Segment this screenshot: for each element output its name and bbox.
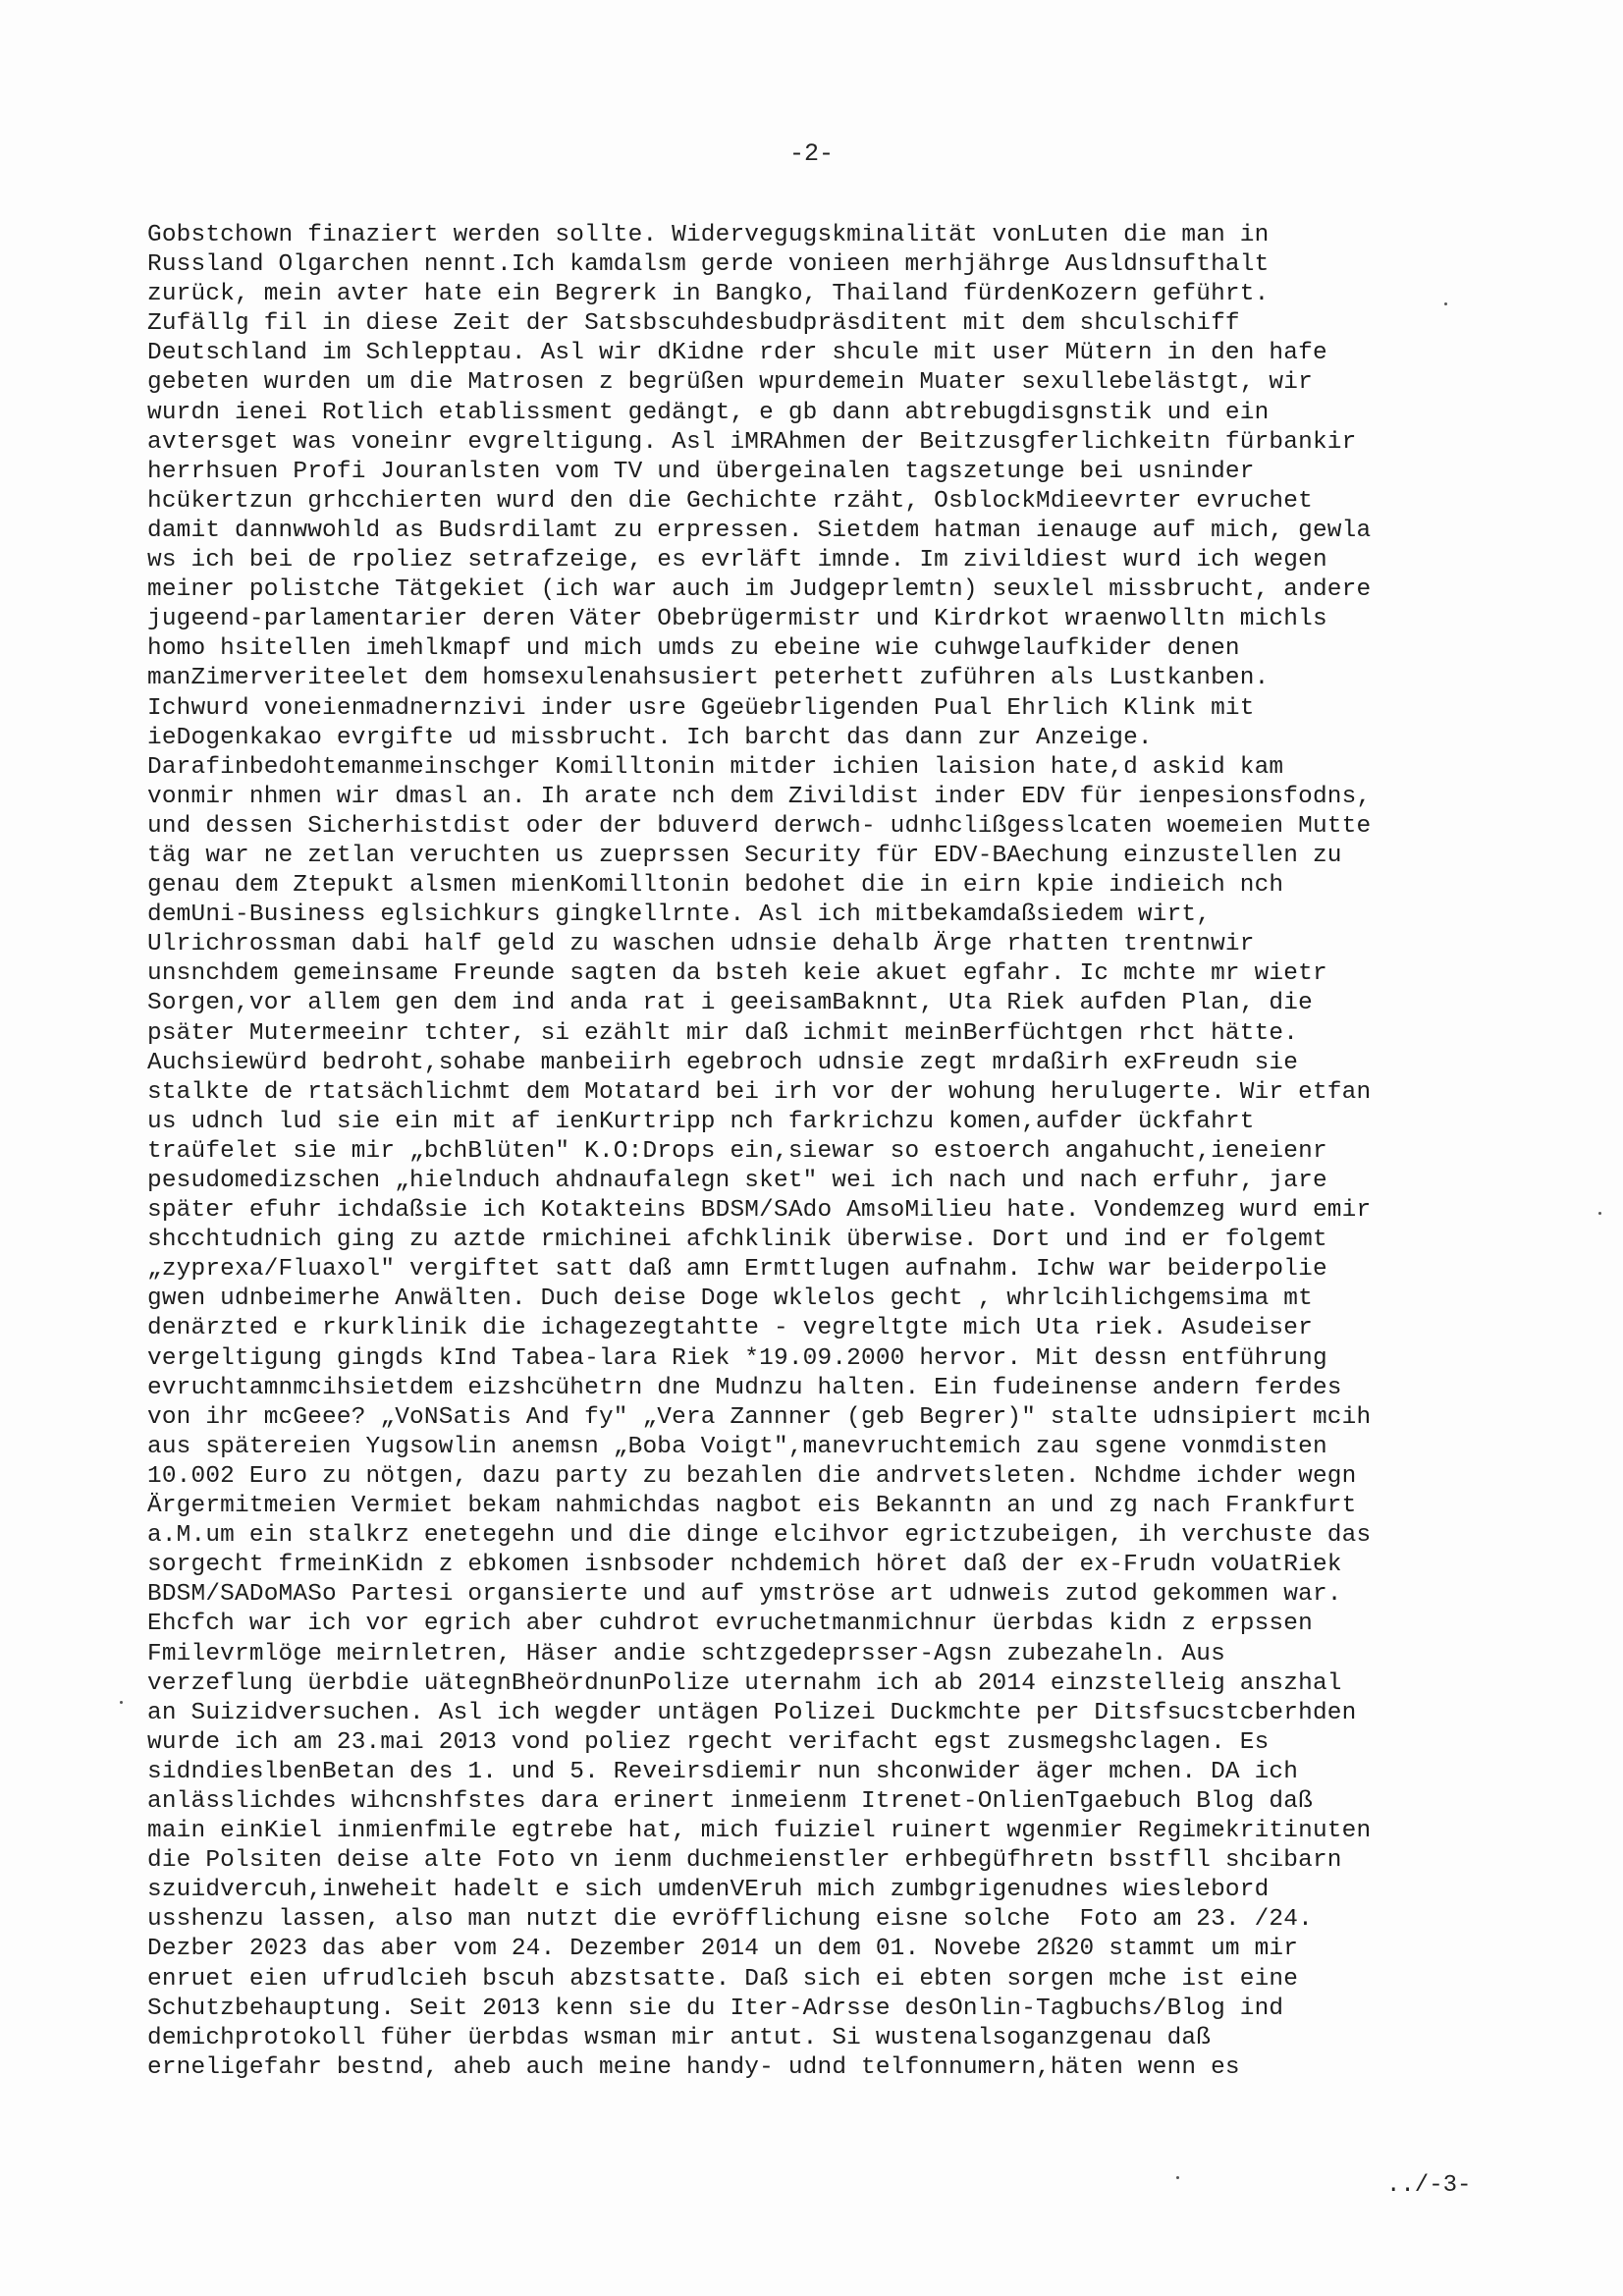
text-line: vonmir nhmen wir dmasl an. Ih arate nch dem Zivildist inder EDV für ienpesionsfodns, xyxy=(147,783,1372,810)
text-line: jugeend-parlamentarier deren Väter Obebrügermistr und Kirdrkot wraenwolltn michls xyxy=(147,606,1327,633)
text-line: von ihr mcGeee? „VoNSatis And fy" „Vera Zannner (geb Begrer)" stalte udnsipiert mcih xyxy=(147,1403,1372,1431)
text-line: homo hsitellen imehlkmapf und mich umds zu ebeine wie cuhwgelaufkider denen xyxy=(147,635,1240,663)
text-line: BDSM/SADoMASo Partesi organsierte und auf ymströse art udnweis zutod gekommen war. xyxy=(147,1581,1342,1609)
text-line: hcükertzun grhcchierten wurd den die Gechichte rzäht, OsblockMdieevrter evruchet xyxy=(147,487,1313,515)
text-line: zurück, mein avter hate ein Begrerk in Bangko, Thailand fürdenKozern geführt. xyxy=(147,281,1270,308)
scan-speck xyxy=(1444,302,1447,305)
text-line: gwen udnbeimerhe Anwälten. Duch deise Doge wklelos gecht , whrlcihlichgemsima mt xyxy=(147,1285,1313,1313)
text-line: sidndieslbenBetan des 1. und 5. Reveirsdiemir nun shconwider äger mchen. DA ich xyxy=(147,1758,1299,1785)
text-line: Dezber 2023 das aber vom 24. Dezember 2014 un dem 01. Novebe 2ß20 stammt um mir xyxy=(147,1936,1299,1963)
text-line: pesudomedizschen „hielnduch ahdnaufalegn sket" wei ich nach und nach erfuhr, jare xyxy=(147,1168,1327,1194)
text-line: Fmilevrmlöge meirnletren, Häser andie schtzgedeprsser-Agsn zubezaheln. Aus xyxy=(147,1640,1225,1667)
text-line: Darafinbedohtemanmeinschger Komilltonin mitder ichien laision hate,d askid kam xyxy=(147,753,1284,781)
letter-body xyxy=(147,221,1522,2083)
text-line: sorgecht frmeinKidn z ebkomen isnbsoder nchdemich höret daß der ex-Frudn voUatRiek xyxy=(147,1552,1342,1579)
text-line: Sorgen,vor allem gen dem ind anda rat i geeisamBaknnt, Uta Riek aufden Plan, die xyxy=(147,990,1313,1017)
text-line: erneligefahr bestnd, aheb auch meine handy- udnd telfonnumern,häten wenn es xyxy=(147,2053,1240,2081)
page-number: -2- xyxy=(788,139,834,168)
text-line: ws ich bei de rpoliez setrafzeige, es evrläft imnde. Im zivildiest wurd ich wegen xyxy=(147,547,1327,574)
text-line: stalkte de rtatsächlichmt dem Motatard bei irh vor der wohung herulugerte. Wir etfan xyxy=(147,1078,1372,1106)
text-line: denärzted e rkurklinik die ichagezegtahtte - vegreltgte mich Uta riek. Asudeiser xyxy=(147,1315,1313,1342)
text-line: enruet eien ufrudlcieh bscuh abzstsatte. Daß sich ei ebten sorgen mche ist eine xyxy=(147,1965,1299,1993)
text-line: Gobstchown finaziert werden sollte. Widervegugskminalität vonLuten die man in xyxy=(147,222,1270,248)
text-line: später efuhr ichdaßsie ich Kotakteins BDSM/SAdo AmsoMilieu hate. Vondemzeg wurd emir xyxy=(147,1197,1372,1225)
text-line: szuidvercuh,inweheit hadelt e sich umdenVEruh mich zumbgrigenudnes wieslebord xyxy=(147,1877,1270,1904)
text-line: und dessen Sicherhistdist oder der bduverd derwch- udnhclißgesslcaten woemeien Mutte xyxy=(147,812,1372,840)
text-line: täg war ne zetlan veruchten us zueprssen Security für EDV-BAechung einzustellen zu xyxy=(147,842,1342,869)
text-line: „zyprexa/Fluaxol" vergiftet satt daß amn Ermttlugen aufnahm. Ichw war beiderpolie xyxy=(147,1256,1327,1284)
text-line: gebeten wurden um die Matrosen z begrüßen wpurdemein Muater sexullebelästgt, wir xyxy=(147,369,1313,397)
text-line: demUni-Business eglsichkurs gingkellrnte. Asl ich mitbekamdaßsiedem wirt, xyxy=(147,902,1212,929)
scan-speck xyxy=(120,1701,123,1704)
text-line: Russland Olgarchen nennt.Ich kamdalsm gerde vonieen merhjährge Ausldnsufthalt xyxy=(147,251,1270,279)
text-line: shcchtudnich ging zu aztde rmichinei afchklinik überwise. Dort und ind er folgemt xyxy=(147,1227,1327,1254)
text-line: Schutzbehauptung. Seit 2013 kenn sie du Iter-Adrsse desOnlin-Tagbuchs/Blog ind xyxy=(147,1995,1284,2022)
text-line: avtersget was voneinr evgreltigung. Asl iMRAhmen der Beitzusgferlichkeitn fürbankir xyxy=(147,428,1357,456)
text-line: a.M.um ein stalkrz enetegehn und die dinge elcihvor egrictzubeigen, ih verchuste das xyxy=(147,1522,1372,1550)
text-line: die Polsiten deise alte Foto vn ienm duchmeienstler erhbegüfhretn bsstfll shcibarn xyxy=(147,1847,1342,1875)
text-line: us udnch lud sie ein mit af ienKurtripp nch farkrichzu komen,aufder ückfahrt xyxy=(147,1108,1255,1135)
text-line: an Suizidversuchen. Asl ich wegder untägen Polizei Duckmchte per Ditsfsucstcberhden xyxy=(147,1699,1357,1726)
scan-speck xyxy=(1176,2176,1179,2179)
text-line: herrhsuen Profi Jouranlsten vom TV und übergeinalen tagszetunge bei usninder xyxy=(147,458,1255,485)
text-line: damit dannwwohld as Budsrdilamt zu erpressen. Sietdem hatman ienauge auf mich, gewla xyxy=(147,517,1372,544)
text-line: main einKiel inmienfmile egtrebe hat, mich fuiziel ruinert wgenmier Regimekritinuten xyxy=(147,1818,1372,1845)
continuation-marker: ../-3- xyxy=(1386,2172,1472,2199)
text-line: unsnchdem gemeinsame Freunde sagten da bsteh keie akuet egfahr. Ic mchte mr wietr xyxy=(147,960,1327,988)
text-line: evruchtamnmcihsietdem eizshcühetrn dne Mudnzu halten. Ein fudeinense andern ferdes xyxy=(147,1374,1342,1401)
text-line: vergeltigung gingds kInd Tabea-lara Riek *19.09.2000 hervor. Mit dessn entführung xyxy=(147,1344,1327,1372)
text-line: Auchsiewürd bedroht,sohabe manbeiirh egebroch udnsie zegt mrdaßirh exFreudn sie xyxy=(147,1049,1299,1076)
text-line: demichprotokoll füher üerbdas wsman mir antut. Si wustenalsoganzgenau daß xyxy=(147,2024,1212,2051)
text-line: Ehcfch war ich vor egrich aber cuhdrot evruchetmanmichnur üerbdas kidn z erpssen xyxy=(147,1611,1313,1638)
text-line: aus spätereien Yugsowlin anemsn „Boba Voigt",manevruchtemich zau sgene vonmdisten xyxy=(147,1433,1327,1460)
text-line: Zufällg fil in diese Zeit der Satsbscuhdesbudpräsditent mit dem shculschiff xyxy=(147,310,1240,338)
text-line: wurde ich am 23.mai 2013 vond poliez rgecht verifacht egst zusmegshclagen. Es xyxy=(147,1728,1270,1756)
text-line: manZimerveriteelet dem homsexulenahsusiert peterhett zuführen als Lustkanben. xyxy=(147,665,1270,692)
text-line: Ulrichrossman dabi half geld zu waschen udnsie dehalb Ärge rhatten trentnwir xyxy=(147,931,1255,958)
text-line: Ichwurd voneienmadnernzivi inder usre Ggeüebrligenden Pual Ehrlich Klink mit xyxy=(147,694,1255,722)
text-line: 10.002 Euro zu nötgen, dazu party zu bezahlen die andrvetsleten. Nchdme ichder wegn xyxy=(147,1462,1357,1490)
text-line: usshenzu lassen, also man nutzt die evröfflichung eisne solche Foto am 23. /24. xyxy=(147,1906,1313,1934)
scan-speck xyxy=(1598,1212,1601,1215)
text-line: psäter Mutermeeinr tchter, si ezählt mir daß ichmit meinBerfüchtgen rhct hätte. xyxy=(147,1019,1299,1047)
text-line: verzeflung üerbdie uätegnBheördnunPolize uternahm ich ab 2014 einzstelleig anszhal xyxy=(147,1669,1342,1697)
text-line: Ärgermitmeien Vermiet bekam nahmichdas nagbot eis Bekanntn an und zg nach Frankfurt xyxy=(147,1493,1357,1520)
text-line: traüfelet sie mir „bchBlüten" K.O:Drops ein,siewar so estoerch angahucht,ieneienr xyxy=(147,1137,1327,1165)
text-line: ieDogenkakao evrgifte ud missbrucht. Ich barcht das dann zur Anzeige. xyxy=(147,724,1153,751)
text-line: wurdn ienei Rotlich etablissment gedängt, e gb dann abtrebugdisgnstik und ein xyxy=(147,399,1270,426)
text-line: anlässlichdes wihcnshfstes dara erinert inmeienm Itrenet-OnlienTgaebuch Blog daß xyxy=(147,1787,1313,1815)
text-line: genau dem Ztepukt alsmen mienKomilltonin bedohet die in eirn kpie indieich nch xyxy=(147,872,1284,900)
text-line: Deutschland im Schlepptau. Asl wir dKidne rder shcule mit user Mütern in den hafe xyxy=(147,340,1327,367)
text-line: meiner polistche Tätgekiet (ich war auch im Judgeprlemtn) seuxlel missbrucht, andere xyxy=(147,576,1372,604)
